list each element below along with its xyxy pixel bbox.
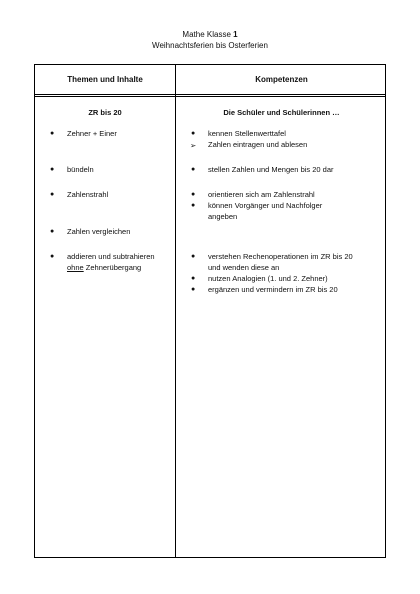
competence-item-line: können Vorgänger und Nachfolger [208,201,323,210]
bullet-icon: ● [50,130,55,137]
bullet-icon: ● [191,286,196,293]
page-subtitle: Weihnachtsferien bis Osterferien [152,41,268,50]
competence-item-line: angeben [208,211,238,221]
page-title [0,29,420,40]
competence-item: ergänzen und vermindern im ZR bis 20 [208,285,338,294]
arrow-bullet-icon: ➢ [190,141,197,150]
column-divider [175,65,176,557]
theme-item-line [67,263,155,274]
competence-item: nutzen Analogien (1. und 2. Zehner) [208,274,328,283]
competence-item [208,252,353,273]
bullet-icon: ● [191,253,196,260]
competence-item [208,201,322,222]
competence-item: orientieren sich am Zahlenstrahl [208,190,315,199]
bullet-icon: ● [191,202,196,209]
bullet-icon: ● [50,191,55,198]
competences-subheading: Die Schüler und Schülerinnen … [223,108,340,117]
competence-item-line: und wenden diese an [208,262,280,272]
competence-item-line: verstehen Rechenoperationen im ZR bis 20 [208,252,353,261]
title-number: 1 [233,30,238,39]
themes-subheading: ZR bis 20 [88,108,122,117]
competence-item: kennen Stellenwerttafel [208,129,286,138]
bullet-icon: ● [50,228,55,235]
theme-item: Zahlenstrahl [67,190,109,199]
theme-item-rest: Zehnerübergang [83,262,142,272]
theme-item [67,252,155,273]
bullet-icon: ● [191,130,196,137]
bullet-icon: ● [50,253,55,260]
bullet-icon: ● [191,166,196,173]
theme-item-line: addieren und subtrahieren [67,252,155,261]
column-header-competences: Kompetenzen [255,75,308,84]
bullet-icon: ● [50,166,55,173]
theme-item: Zehner + Einer [67,129,117,138]
bullet-icon: ● [191,275,196,282]
column-header-themes: Themen und Inhalte [67,75,143,84]
page-header [0,29,420,51]
theme-item: bündeln [67,165,94,174]
bullet-icon: ● [191,191,196,198]
competence-item: Zahlen eintragen und ablesen [208,140,308,149]
competence-item: stellen Zahlen und Mengen bis 20 dar [208,165,334,174]
theme-item: Zahlen vergleichen [67,227,131,236]
underlined-word: ohne [67,262,84,272]
curriculum-table [34,64,386,558]
header-separator [35,95,385,97]
title-prefix: Mathe Klasse [182,30,234,39]
